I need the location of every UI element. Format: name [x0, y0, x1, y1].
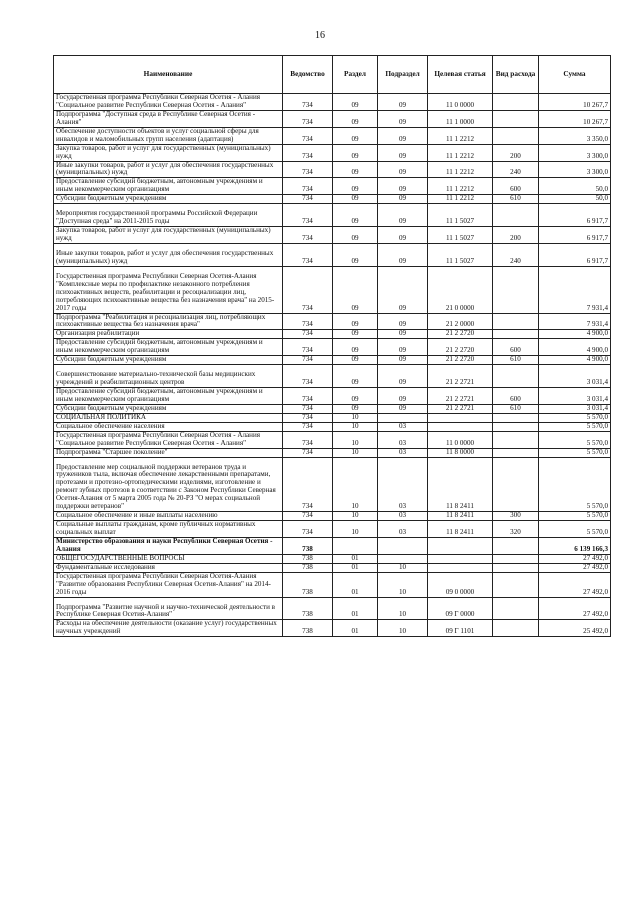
cell-section: 09 [333, 313, 378, 330]
cell-section: 10 [333, 448, 378, 457]
cell-section: 09 [333, 330, 378, 339]
cell-target-article: 21 2 2721 [428, 365, 493, 388]
cell-subsection [378, 554, 428, 563]
table-row [54, 413, 611, 422]
cell-amount: 7 931,4 [539, 313, 611, 330]
cell-department: 738 [283, 537, 333, 554]
cell-target-article: 11 8 2411 [428, 512, 493, 521]
table-row [54, 422, 611, 431]
table-row [54, 512, 611, 521]
table-header-row [54, 56, 611, 94]
cell-department: 734 [283, 512, 333, 521]
cell-target-article: 21 0 0000 [428, 266, 493, 313]
cell-name: Иные закупки товаров, работ и услуг для обеспечения государственных (муниципальных) нужд [54, 243, 283, 266]
cell-department: 734 [283, 178, 333, 195]
cell-expense-type: 600 [493, 178, 539, 195]
cell-target-article [428, 563, 493, 572]
table-row [54, 365, 611, 388]
cell-amount: 5 570,0 [539, 512, 611, 521]
cell-target-article: 09 Г 1101 [428, 620, 493, 637]
cell-name: Фундаментальные исследования [54, 563, 283, 572]
table-body [54, 94, 611, 637]
cell-section: 09 [333, 365, 378, 388]
cell-subsection: 09 [378, 227, 428, 244]
cell-section: 01 [333, 572, 378, 597]
table-row [54, 457, 611, 512]
table-row [54, 554, 611, 563]
header-expense-type: Вид расхода [493, 56, 539, 94]
cell-target-article: 11 1 5027 [428, 227, 493, 244]
cell-subsection: 09 [378, 204, 428, 227]
cell-target-article: 11 8 2411 [428, 457, 493, 512]
cell-amount: 50,0 [539, 178, 611, 195]
cell-name: Иные закупки товаров, работ и услуг для обеспечения государственных (муниципальных) нужд [54, 161, 283, 178]
cell-name: Организация реабилитации [54, 330, 283, 339]
cell-expense-type: 600 [493, 388, 539, 405]
cell-expense-type: 200 [493, 144, 539, 161]
cell-target-article: 11 1 5027 [428, 204, 493, 227]
cell-department: 734 [283, 144, 333, 161]
cell-target-article [428, 537, 493, 554]
cell-target-article: 09 Г 0000 [428, 597, 493, 620]
cell-expense-type: 600 [493, 339, 539, 356]
cell-target-article [428, 422, 493, 431]
table-row [54, 388, 611, 405]
cell-subsection: 10 [378, 563, 428, 572]
cell-section: 01 [333, 554, 378, 563]
page-number: 16 [315, 30, 325, 41]
cell-amount: 50,0 [539, 195, 611, 204]
cell-amount: 3 300,0 [539, 161, 611, 178]
cell-subsection: 09 [378, 356, 428, 365]
table-row [54, 537, 611, 554]
cell-department: 734 [283, 422, 333, 431]
cell-expense-type: 610 [493, 404, 539, 413]
cell-department: 738 [283, 563, 333, 572]
cell-amount: 6 917,7 [539, 204, 611, 227]
cell-department: 734 [283, 457, 333, 512]
cell-expense-type [493, 127, 539, 144]
table-row [54, 94, 611, 111]
cell-name: Субсидии бюджетным учреждениям [54, 356, 283, 365]
cell-expense-type: 200 [493, 227, 539, 244]
cell-subsection: 09 [378, 404, 428, 413]
cell-name: Предоставление мер социальной поддержки ветеранов труда и тружеников тыла, включая обеспечение лекарственными препаратами, протезами и протезно-ортопедическими изделиями, изготовление и ремонт зубных протезов в соответствии с Законом Республики Северная Осетия-Алания от 5 марта 2005 года № 20-РЗ "О мерах социальной поддержки ветеранов" [54, 457, 283, 512]
cell-expense-type [493, 537, 539, 554]
cell-expense-type [493, 266, 539, 313]
cell-section: 10 [333, 431, 378, 448]
cell-target-article [428, 554, 493, 563]
cell-department: 734 [283, 127, 333, 144]
cell-expense-type [493, 457, 539, 512]
cell-name: СОЦИАЛЬНАЯ ПОЛИТИКА [54, 413, 283, 422]
cell-department: 734 [283, 365, 333, 388]
cell-subsection: 09 [378, 266, 428, 313]
cell-target-article: 09 0 0000 [428, 572, 493, 597]
cell-expense-type [493, 431, 539, 448]
cell-amount: 7 931,4 [539, 266, 611, 313]
cell-amount: 5 570,0 [539, 521, 611, 538]
cell-section: 09 [333, 127, 378, 144]
table-row [54, 339, 611, 356]
cell-department: 734 [283, 404, 333, 413]
cell-target-article: 11 1 2212 [428, 178, 493, 195]
cell-department: 734 [283, 356, 333, 365]
cell-subsection [378, 537, 428, 554]
table-row [54, 161, 611, 178]
cell-name: Подпрограмма "Старшее поколение" [54, 448, 283, 457]
cell-name: Социальное обеспечение и иные выплаты населению [54, 512, 283, 521]
cell-subsection: 03 [378, 448, 428, 457]
cell-department: 738 [283, 620, 333, 637]
cell-target-article [428, 413, 493, 422]
cell-name: Расходы на обеспечение деятельности (оказание услуг) государственных научных учреждений [54, 620, 283, 637]
cell-target-article: 11 0 0000 [428, 94, 493, 111]
table-row [54, 144, 611, 161]
cell-section: 09 [333, 204, 378, 227]
cell-department: 734 [283, 330, 333, 339]
cell-department: 734 [283, 413, 333, 422]
cell-target-article: 21 2 2721 [428, 404, 493, 413]
cell-target-article: 21 2 0000 [428, 313, 493, 330]
cell-subsection [378, 413, 428, 422]
cell-target-article: 21 2 2720 [428, 339, 493, 356]
table-row [54, 597, 611, 620]
cell-name: ОБЩЕГОСУДАРСТВЕННЫЕ ВОПРОСЫ [54, 554, 283, 563]
cell-section [333, 537, 378, 554]
cell-name: Государственная программа Республики Северная Осетия-Алания "Комплексные меры по профилактике незаконного потребления психоактивных веществ, реабилитации и ресоциализации лиц, потребляющих психоактивные вещества без назначения врача" на 2015-2017 годы [54, 266, 283, 313]
cell-department: 738 [283, 572, 333, 597]
cell-amount: 3 350,0 [539, 127, 611, 144]
cell-name: Обеспечение доступности объектов и услуг социальной сферы для инвалидов и маломобильных групп населения (адаптация) [54, 127, 283, 144]
cell-department: 734 [283, 161, 333, 178]
cell-department: 734 [283, 195, 333, 204]
table-row [54, 448, 611, 457]
table-row [54, 178, 611, 195]
table-row [54, 620, 611, 637]
cell-expense-type [493, 204, 539, 227]
header-target-article: Целевая статья [428, 56, 493, 94]
cell-name: Государственная программа Республики Северная Осетия - Алания "Социальное развитие Республики Северная Осетия - Алания" [54, 431, 283, 448]
cell-department: 734 [283, 266, 333, 313]
table-row [54, 313, 611, 330]
table-row [54, 227, 611, 244]
cell-section: 01 [333, 563, 378, 572]
cell-target-article: 11 1 2212 [428, 144, 493, 161]
cell-amount: 27 492,0 [539, 572, 611, 597]
table-row [54, 521, 611, 538]
cell-expense-type [493, 422, 539, 431]
cell-name: Подпрограмма "Развитие научной и научно-технической деятельности в Республике Северная Осетия-Алания" [54, 597, 283, 620]
cell-subsection: 09 [378, 195, 428, 204]
cell-department: 734 [283, 110, 333, 127]
cell-name: Социальное обеспечение населения [54, 422, 283, 431]
cell-expense-type [493, 448, 539, 457]
cell-department: 734 [283, 431, 333, 448]
cell-name: Предоставление субсидий бюджетным, автономным учреждениям и иным некоммерческим организациям [54, 388, 283, 405]
cell-target-article: 11 8 0000 [428, 448, 493, 457]
cell-target-article: 11 1 0000 [428, 110, 493, 127]
cell-target-article: 21 2 2720 [428, 356, 493, 365]
cell-name: Совершенствование материально-технической базы медицинских учреждений и реабилитационных центров [54, 365, 283, 388]
cell-target-article: 11 0 0000 [428, 431, 493, 448]
cell-section: 09 [333, 339, 378, 356]
cell-amount: 6 139 166,3 [539, 537, 611, 554]
cell-amount: 27 492,0 [539, 563, 611, 572]
cell-amount: 6 917,7 [539, 243, 611, 266]
header-section: Раздел [333, 56, 378, 94]
cell-target-article: 11 1 2212 [428, 127, 493, 144]
cell-section: 09 [333, 404, 378, 413]
cell-amount: 10 267,7 [539, 110, 611, 127]
cell-department: 734 [283, 521, 333, 538]
cell-amount: 5 570,0 [539, 422, 611, 431]
cell-section: 09 [333, 227, 378, 244]
cell-department: 734 [283, 204, 333, 227]
cell-expense-type [493, 94, 539, 111]
cell-subsection: 09 [378, 127, 428, 144]
cell-department: 734 [283, 339, 333, 356]
table-row [54, 204, 611, 227]
cell-expense-type: 320 [493, 521, 539, 538]
cell-name: Государственная программа Республики Северная Осетия - Алания "Социальное развитие Республики Северная Осетия - Алания" [54, 94, 283, 111]
cell-name: Подпрограмма "Доступная среда в Республике Северная Осетия - Алания" [54, 110, 283, 127]
cell-expense-type [493, 597, 539, 620]
cell-name: Мероприятия государственной программы Российской Федерации "Доступная среда" на 2011-2015 годы [54, 204, 283, 227]
cell-amount: 27 492,0 [539, 597, 611, 620]
cell-section: 09 [333, 144, 378, 161]
cell-name: Предоставление субсидий бюджетным, автономным учреждениям и иным некоммерческим организациям [54, 178, 283, 195]
cell-department: 738 [283, 554, 333, 563]
cell-amount: 5 570,0 [539, 457, 611, 512]
cell-amount: 27 492,0 [539, 554, 611, 563]
table-row [54, 243, 611, 266]
cell-department: 734 [283, 448, 333, 457]
cell-department: 734 [283, 388, 333, 405]
cell-expense-type [493, 365, 539, 388]
cell-subsection: 10 [378, 620, 428, 637]
cell-subsection: 09 [378, 330, 428, 339]
cell-amount: 5 570,0 [539, 413, 611, 422]
cell-name: Субсидии бюджетным учреждениям [54, 404, 283, 413]
cell-name: Государственная программа Республики Северная Осетия-Алания "Развитие образования Республики Северная Осетия-Алания" на 2014-2016 годы [54, 572, 283, 597]
cell-section: 09 [333, 161, 378, 178]
cell-section: 01 [333, 620, 378, 637]
cell-target-article: 11 1 5027 [428, 243, 493, 266]
cell-section: 10 [333, 422, 378, 431]
cell-expense-type: 300 [493, 512, 539, 521]
cell-expense-type: 240 [493, 161, 539, 178]
cell-subsection: 09 [378, 365, 428, 388]
cell-expense-type [493, 110, 539, 127]
cell-department: 734 [283, 227, 333, 244]
cell-expense-type [493, 313, 539, 330]
cell-amount: 10 267,7 [539, 94, 611, 111]
cell-expense-type [493, 554, 539, 563]
table-row [54, 572, 611, 597]
cell-subsection: 09 [378, 388, 428, 405]
cell-subsection: 09 [378, 161, 428, 178]
cell-expense-type: 610 [493, 356, 539, 365]
budget-table [53, 55, 611, 637]
cell-expense-type [493, 413, 539, 422]
cell-subsection: 09 [378, 243, 428, 266]
cell-target-article: 21 2 2720 [428, 330, 493, 339]
cell-name: Социальные выплаты гражданам, кроме публичных нормативных социальных выплат [54, 521, 283, 538]
cell-subsection: 09 [378, 144, 428, 161]
cell-section: 09 [333, 266, 378, 313]
cell-department: 738 [283, 597, 333, 620]
cell-amount: 5 570,0 [539, 448, 611, 457]
cell-subsection: 03 [378, 512, 428, 521]
header-department: Ведомство [283, 56, 333, 94]
cell-name: Закупка товаров, работ и услуг для государственных (муниципальных) нужд [54, 227, 283, 244]
cell-amount: 6 917,7 [539, 227, 611, 244]
cell-section: 09 [333, 388, 378, 405]
cell-section: 10 [333, 413, 378, 422]
cell-subsection: 09 [378, 178, 428, 195]
cell-name: Подпрограмма "Реабилитация и ресоциализация лиц, потребляющих психоактивные вещества без назначения врача" [54, 313, 283, 330]
cell-amount: 3 031,4 [539, 365, 611, 388]
cell-section: 09 [333, 356, 378, 365]
table-row [54, 127, 611, 144]
cell-subsection: 10 [378, 572, 428, 597]
cell-section: 01 [333, 597, 378, 620]
cell-amount: 5 570,0 [539, 431, 611, 448]
cell-target-article: 21 2 2721 [428, 388, 493, 405]
table-row [54, 195, 611, 204]
cell-subsection: 03 [378, 422, 428, 431]
cell-subsection: 03 [378, 521, 428, 538]
cell-name: Закупка товаров, работ и услуг для государственных (муниципальных) нужд [54, 144, 283, 161]
table-row [54, 431, 611, 448]
cell-expense-type [493, 330, 539, 339]
table-row [54, 110, 611, 127]
cell-section: 10 [333, 457, 378, 512]
cell-section: 09 [333, 178, 378, 195]
cell-subsection: 09 [378, 313, 428, 330]
cell-amount: 3 031,4 [539, 404, 611, 413]
header-name: Наименование [54, 56, 283, 94]
cell-section: 10 [333, 521, 378, 538]
cell-section: 09 [333, 243, 378, 266]
cell-amount: 3 031,4 [539, 388, 611, 405]
cell-amount: 3 300,0 [539, 144, 611, 161]
cell-section: 09 [333, 195, 378, 204]
cell-subsection: 03 [378, 431, 428, 448]
cell-expense-type [493, 620, 539, 637]
cell-department: 734 [283, 94, 333, 111]
cell-department: 734 [283, 313, 333, 330]
cell-expense-type [493, 563, 539, 572]
cell-amount: 4 900,0 [539, 330, 611, 339]
cell-section: 09 [333, 110, 378, 127]
cell-amount: 25 492,0 [539, 620, 611, 637]
cell-expense-type [493, 572, 539, 597]
cell-section: 09 [333, 94, 378, 111]
cell-name: Субсидии бюджетным учреждениям [54, 195, 283, 204]
cell-target-article: 11 1 2212 [428, 195, 493, 204]
cell-subsection: 10 [378, 597, 428, 620]
header-subsection: Подраздел [378, 56, 428, 94]
cell-amount: 4 900,0 [539, 339, 611, 356]
table-row [54, 563, 611, 572]
table-row [54, 330, 611, 339]
cell-name: Предоставление субсидий бюджетным, автономным учреждениям и иным некоммерческим организациям [54, 339, 283, 356]
cell-target-article: 11 8 2411 [428, 521, 493, 538]
table-row [54, 356, 611, 365]
cell-subsection: 03 [378, 457, 428, 512]
cell-subsection: 09 [378, 339, 428, 356]
cell-section: 10 [333, 512, 378, 521]
header-amount: Сумма [539, 56, 611, 94]
table-row [54, 266, 611, 313]
table-row [54, 404, 611, 413]
cell-expense-type: 240 [493, 243, 539, 266]
cell-amount: 4 900,0 [539, 356, 611, 365]
cell-department: 734 [283, 243, 333, 266]
cell-target-article: 11 1 2212 [428, 161, 493, 178]
cell-expense-type: 610 [493, 195, 539, 204]
cell-subsection: 09 [378, 110, 428, 127]
cell-name: Министерство образования и науки Республики Северная Осетия - Алания [54, 537, 283, 554]
cell-subsection: 09 [378, 94, 428, 111]
